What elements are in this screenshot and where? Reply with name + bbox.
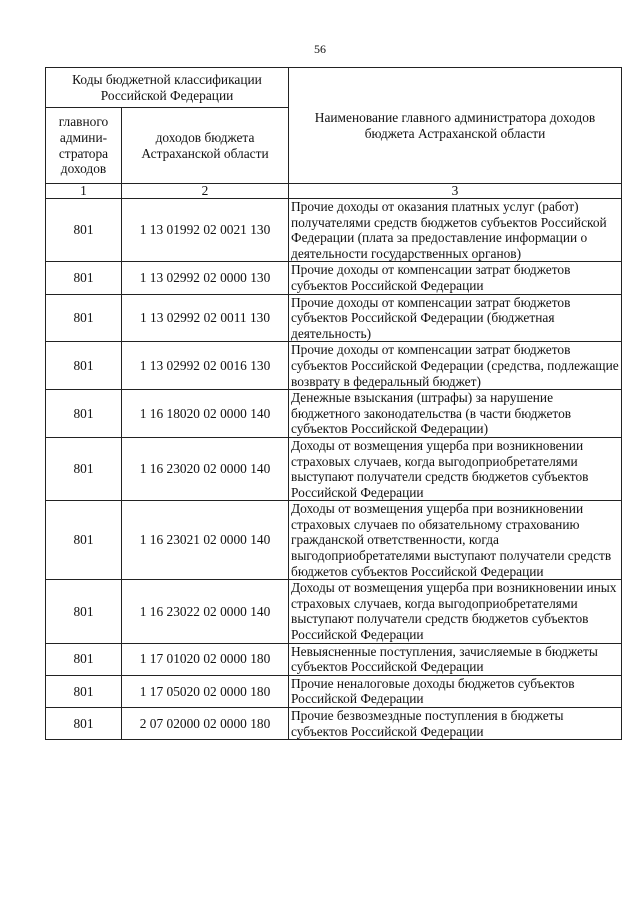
admin-code-cell: 801 [46,437,122,500]
admin-column-header: главного админи-стратора доходов [46,108,122,184]
admin-code-cell: 801 [46,643,122,675]
column-number-3: 3 [289,184,622,199]
table-row [46,294,622,342]
table-row [46,342,622,390]
income-name-cell: Прочие неналоговые доходы бюджетов субъектов Российской Федерации [289,675,622,707]
income-code-cell: 1 16 23021 02 0000 140 [122,501,289,580]
income-code-cell: 1 16 23022 02 0000 140 [122,580,289,643]
income-code-cell: 1 17 05020 02 0000 180 [122,675,289,707]
income-code-cell: 1 13 02992 02 0000 130 [122,262,289,294]
table-row [46,501,622,580]
admin-code-cell: 801 [46,294,122,342]
income-code-cell: 1 13 02992 02 0016 130 [122,342,289,390]
table-row [46,437,622,500]
admin-code-cell: 801 [46,708,122,740]
admin-code-cell: 801 [46,675,122,707]
income-name-cell: Денежные взыскания (штрафы) за нарушение бюджетного законодательства (в части бюджетов субъектов Российской Федерации) [289,390,622,438]
income-name-cell: Прочие доходы от компенсации затрат бюджетов субъектов Российской Федерации (средства, подлежащие возврату в федеральный бюджет) [289,342,622,390]
table-row [46,580,622,643]
income-name-cell: Прочие безвозмездные поступления в бюджеты субъектов Российской Федерации [289,708,622,740]
income-name-cell: Невыясненные поступления, зачисляемые в бюджеты субъектов Российской Федерации [289,643,622,675]
income-code-cell: 2 07 02000 02 0000 180 [122,708,289,740]
page-number: 56 [314,42,326,56]
admin-code-cell: 801 [46,342,122,390]
income-name-cell: Прочие доходы от оказания платных услуг (работ) получателями средств бюджетов субъектов Российской Федерации (плата за предоставление информации о деятельности государственных органов) [289,199,622,262]
table-row [46,199,622,262]
income-name-cell: Доходы от возмещения ущерба при возникновении иных страховых случаев, когда выгодоприобретателями выступают получатели средств бюджетов субъектов Российской Федерации [289,580,622,643]
code-column-header: доходов бюджета Астраханской области [122,108,289,184]
table-row [46,390,622,438]
admin-code-cell: 801 [46,390,122,438]
income-code-cell: 1 13 02992 02 0011 130 [122,294,289,342]
table-row [46,643,622,675]
income-code-cell: 1 17 01020 02 0000 180 [122,643,289,675]
income-code-cell: 1 16 23020 02 0000 140 [122,437,289,500]
table-body [46,199,622,740]
admin-code-cell: 801 [46,262,122,294]
admin-code-cell: 801 [46,501,122,580]
table-header [46,68,622,199]
admin-code-cell: 801 [46,199,122,262]
income-name-cell: Доходы от возмещения ущерба при возникновении страховых случаев по обязательному страхованию гражданской ответственности, когда выгодоприобретателями выступают получатели средств бюджетов субъектов Российской Федерации [289,501,622,580]
table-row [46,675,622,707]
income-code-cell: 1 16 18020 02 0000 140 [122,390,289,438]
income-name-cell: Прочие доходы от компенсации затрат бюджетов субъектов Российской Федерации (бюджетная деятельность) [289,294,622,342]
table-row [46,708,622,740]
income-code-cell: 1 13 01992 02 0021 130 [122,199,289,262]
name-column-header: Наименование главного администратора доходов бюджета Астраханской области [289,68,622,184]
column-number-1: 1 [46,184,122,199]
income-name-cell: Прочие доходы от компенсации затрат бюджетов субъектов Российской Федерации [289,262,622,294]
codes-group-header: Коды бюджетной классификации Российской Федерации [46,68,289,108]
column-number-2: 2 [122,184,289,199]
admin-code-cell: 801 [46,580,122,643]
income-name-cell: Доходы от возмещения ущерба при возникновении страховых случаев, когда выгодоприобретателями выступают получатели средств бюджетов субъектов Российской Федерации [289,437,622,500]
table-row [46,262,622,294]
budget-codes-table [45,67,622,740]
